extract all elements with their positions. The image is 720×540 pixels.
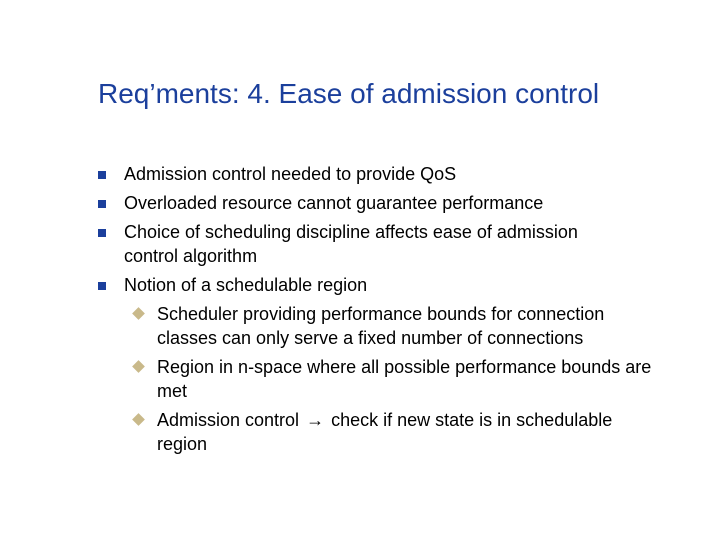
sub-bullet-item — [0, 355, 677, 403]
sub-bullet-item — [0, 408, 662, 456]
sub-bullet-text: Scheduler providing performance bounds for connection classes can only serve a fixed number of connections — [157, 304, 605, 348]
square-bullet-icon — [98, 171, 106, 179]
diamond-bullet-icon — [132, 413, 145, 426]
diamond-bullet-icon — [132, 360, 145, 373]
sub-bullet-item — [0, 302, 657, 350]
bullet-item — [0, 273, 720, 297]
square-bullet-icon — [98, 282, 106, 290]
square-bullet-icon — [98, 200, 106, 208]
bullet-text: Admission control needed to provide QoS — [124, 164, 457, 184]
sub-bullet-text: Region in n-space where all possible performance bounds are met — [157, 357, 652, 401]
bullet-text: Choice of scheduling discipline affects ease of admission control algorithm — [124, 222, 578, 266]
sub-bullet-text-start: Admission control — [157, 410, 300, 430]
square-bullet-icon — [98, 229, 106, 237]
bullet-text: Notion of a schedulable region — [124, 275, 368, 295]
bullet-item — [0, 191, 720, 215]
sub-bullet-text-end: check if new state is in schedulable region — [157, 410, 613, 454]
right-arrow-icon: → — [306, 410, 325, 430]
slide-title: Req’ments: 4. Ease of admission control — [98, 78, 600, 109]
diamond-bullet-icon — [132, 307, 145, 320]
bullet-item — [0, 220, 584, 268]
bullet-list — [0, 162, 720, 461]
bullet-item — [0, 162, 720, 186]
bullet-text: Overloaded resource cannot guarantee performance — [124, 193, 544, 213]
